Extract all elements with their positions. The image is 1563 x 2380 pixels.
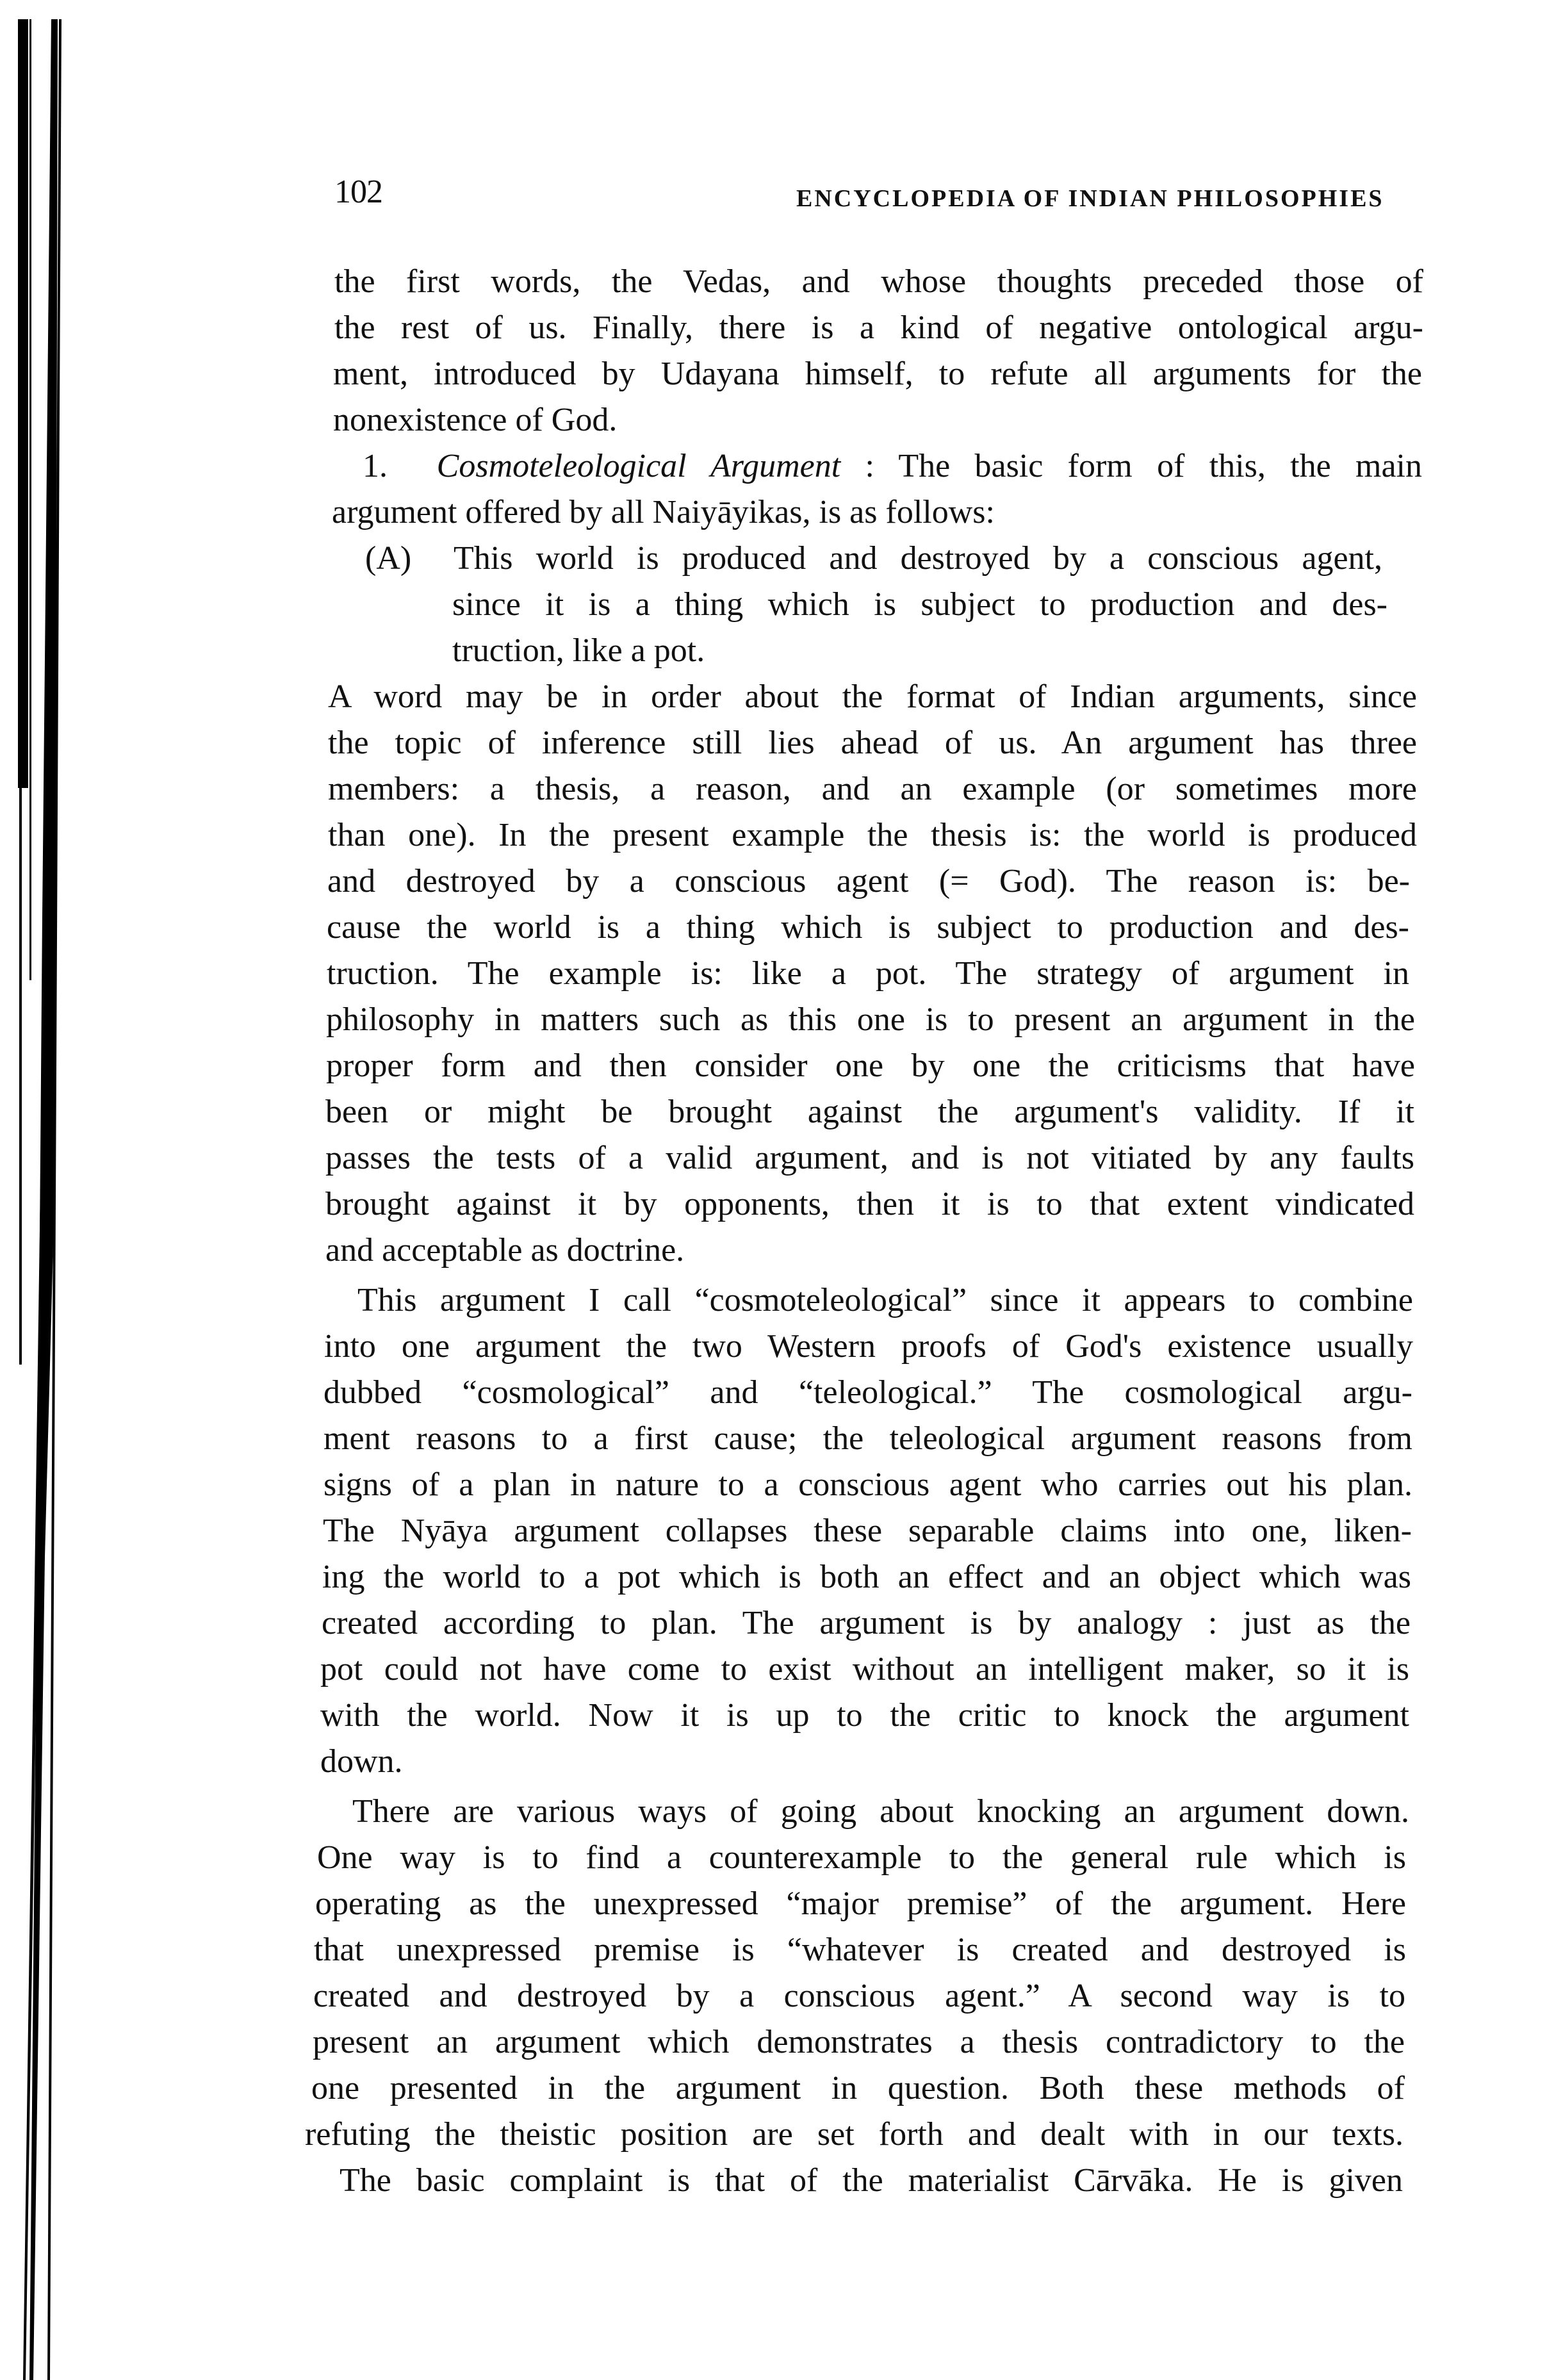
- line-text: truction. The example is: like a pot. The strategy of argument in: [327, 955, 1409, 992]
- text-line: [357, 1280, 1413, 1321]
- line-text: philosophy in matters such as this one is to present an argument in the: [326, 1001, 1415, 1038]
- line-text: and destroyed by a conscious agent (= God). The reason is: be-: [327, 863, 1410, 899]
- text-line: [313, 2022, 1405, 2063]
- text-line: [311, 2068, 1405, 2109]
- line-text: The basic complaint is that of the materialist Cārvāka. He is given: [340, 2162, 1403, 2199]
- line-text: ing the world to a pot which is both an effect and an object which was: [322, 1559, 1411, 1595]
- line-text: present an argument which demonstrates a thesis contradictory to the: [313, 2024, 1405, 2060]
- text-line: [452, 584, 1387, 625]
- text-line: [322, 1603, 1411, 1644]
- line-text: cause the world is a thing which is subject to production and des-: [327, 909, 1409, 946]
- section-number: 1.: [363, 448, 437, 484]
- text-line: [305, 2114, 1403, 2155]
- text-line: [328, 677, 1417, 718]
- line-text: ment reasons to a first cause; the teleological argument reasons from: [323, 1420, 1412, 1457]
- text-line: [365, 538, 1382, 579]
- text-line: [326, 999, 1415, 1040]
- line-text: pot could not have come to exist without an intelligent maker, so it is: [320, 1651, 1409, 1687]
- line-text: dubbed “cosmological” and “teleological.” The cosmological argu-: [323, 1374, 1412, 1411]
- text-line: [325, 1230, 774, 1271]
- line-text: brought against it by opponents, then it is to that extent vindicated: [325, 1186, 1414, 1222]
- text-line: [313, 1976, 1405, 2017]
- text-line: [323, 1418, 1412, 1459]
- text-line: [320, 1649, 1409, 1690]
- text-line: [315, 1883, 1406, 1925]
- line-text: There are various ways of going about knocking an argument down.: [352, 1793, 1409, 1830]
- text-line: [328, 769, 1417, 810]
- line-text: refuting the theistic position are set forth and dealt with in our texts.: [305, 2116, 1403, 2153]
- text-line: [323, 1511, 1412, 1552]
- text-line: [325, 1092, 1414, 1133]
- text-line: [320, 1695, 1409, 1736]
- line-text: proper form and then consider one by one the criticisms that have: [326, 1047, 1415, 1084]
- line-text: into one argument the two Western proofs of God's existence usually: [324, 1328, 1413, 1365]
- text-line: [327, 861, 1410, 902]
- text-line: [323, 1465, 1412, 1506]
- line-text: one presented in the argument in question. Both these methods of: [311, 2070, 1405, 2106]
- line-text: and acceptable as doctrine.: [325, 1232, 685, 1268]
- line-text: This argument I call “cosmoteleological” since it appears to combine: [357, 1282, 1413, 1318]
- line-text: members: a thesis, a reason, and an example (or sometimes more: [328, 771, 1417, 807]
- text-line: [314, 1930, 1406, 1971]
- line-text: down.: [320, 1743, 403, 1780]
- line-text: This world is produced and destroyed by a conscious agent,: [454, 540, 1382, 577]
- text-line: [327, 907, 1409, 948]
- text-line: [333, 446, 1422, 487]
- line-text: been or might be brought against the argument's validity. If it: [325, 1094, 1414, 1130]
- text-line: [327, 953, 1409, 994]
- line-text: the first words, the Vedas, and whose thoughts preceded those of: [334, 263, 1423, 300]
- page-number: 102: [334, 174, 382, 210]
- line-text: created and destroyed by a conscious agent.” A second way is to: [313, 1978, 1405, 2014]
- line-text: A word may be in order about the format of Indian arguments, since: [328, 678, 1417, 715]
- line-text: that unexpressed premise is “whatever is created and destroyed is: [314, 1932, 1406, 1968]
- text-line: [332, 492, 1171, 533]
- line-text: ment, introduced by Udayana himself, to refute all arguments for the: [333, 356, 1422, 392]
- line-text: the rest of us. Finally, there is a kind of negative ontological argu-: [334, 309, 1423, 346]
- text-line: [328, 815, 1417, 856]
- text-line: [328, 723, 1417, 764]
- running-head: ENCYCLOPEDIA OF INDIAN PHILOSOPHIES: [796, 185, 1384, 212]
- text-line: [325, 1138, 1414, 1179]
- line-text: The Nyāya argument collapses these separable claims into one, liken-: [323, 1513, 1412, 1549]
- line-text: operating as the unexpressed “major premise” of the argument. Here: [315, 1885, 1406, 1922]
- line-text: passes the tests of a valid argument, and is not vitiated by any faults: [325, 1140, 1414, 1176]
- text-line: [340, 2160, 1403, 2201]
- line-text: since it is a thing which is subject to production and des-: [452, 586, 1387, 623]
- text-line: [333, 400, 730, 441]
- line-text: truction, like a pot.: [452, 632, 705, 669]
- text-line: [352, 1791, 1409, 1832]
- text-line: [323, 1372, 1412, 1413]
- text-line: [320, 1741, 416, 1782]
- list-label: (A): [365, 540, 412, 577]
- line-text: the topic of inference still lies ahead of us. An argument has three: [328, 725, 1417, 761]
- line-text: signs of a plan in nature to a conscious agent who carries out his plan.: [323, 1466, 1412, 1503]
- text-line: [334, 261, 1423, 302]
- line-text: with the world. Now it is up to the critic to knock the argument: [320, 1697, 1409, 1734]
- text-line: [452, 630, 741, 671]
- line-text: created according to plan. The argument is by analogy : just as the: [322, 1605, 1411, 1641]
- text-line: [322, 1557, 1411, 1598]
- line-text: than one). In the present example the thesis is: the world is produced: [328, 817, 1417, 853]
- text-line: [334, 308, 1423, 349]
- line-text: argument offered by all Naiyāyikas, is as follows:: [332, 494, 995, 530]
- section-heading: Cosmoteleological Argument: [436, 448, 841, 484]
- text-line: [333, 354, 1422, 395]
- line-text: One way is to find a counterexample to the general rule which is: [317, 1839, 1406, 1876]
- text-line: [317, 1837, 1406, 1878]
- line-text: : The basic form of this, the main: [840, 448, 1422, 484]
- text-line: [325, 1184, 1414, 1225]
- text-line: [326, 1046, 1415, 1087]
- text-line: [324, 1326, 1413, 1367]
- line-text: nonexistence of God.: [333, 402, 618, 438]
